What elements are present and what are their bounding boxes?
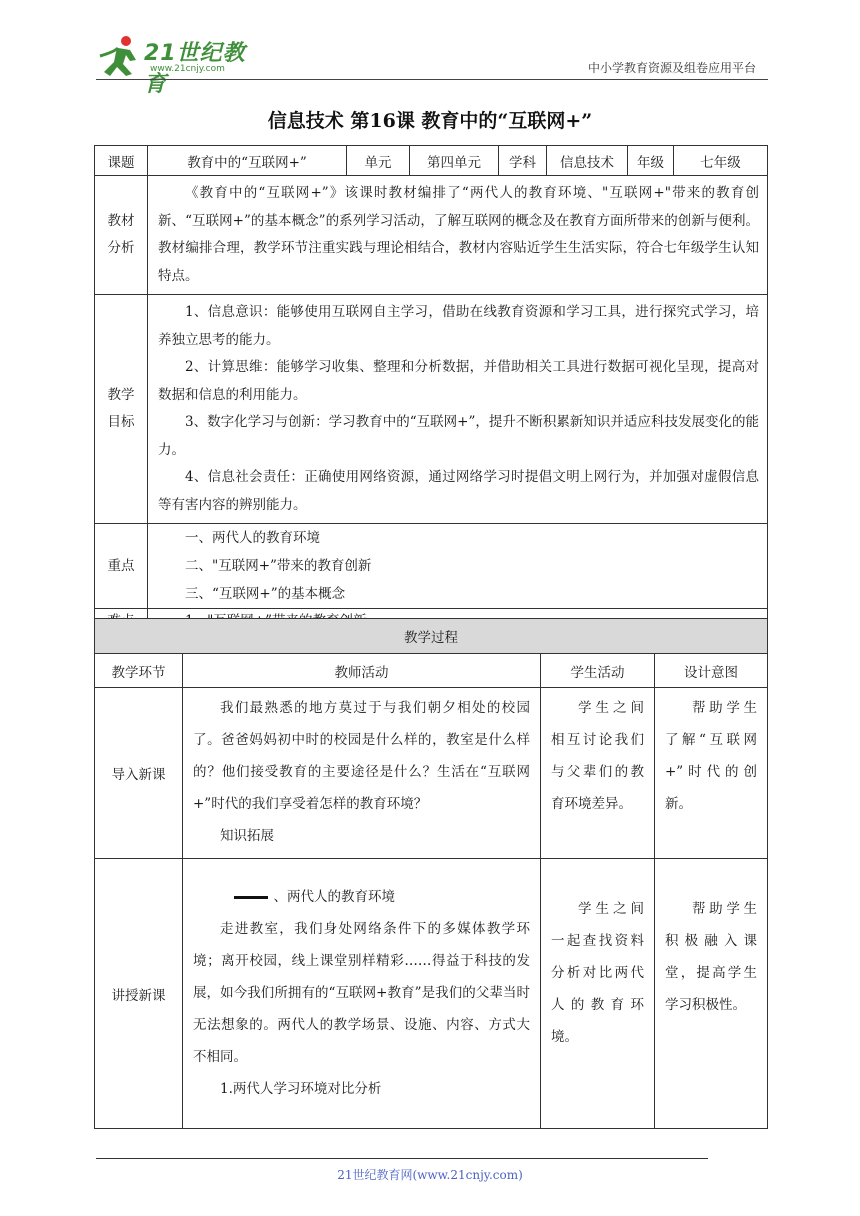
analysis-row (95, 176, 768, 295)
goal-item: 1、信息意识：能够使用互联网自主学习，借助在线教育资源和学习工具，进行探究式学习，培养独立思考的能力。 (158, 304, 759, 348)
col-design-header: 设计意图 (655, 654, 768, 688)
process-section-title: 教学过程 (95, 619, 768, 654)
teacher-activity-cell: 我们最熟悉的地方莫过于与我们朝夕相处的校园了。爸爸妈妈初中时的校园是什么样的，教室是什么样的？他们接受教育的主要途径是什么？生活在“互联网+”时代的我们享受着怎样的教育环境？ 知识拓展 (183, 688, 541, 859)
goals-label: 教学 目标 (95, 295, 148, 524)
page-header (0, 0, 860, 97)
grade-label: 年级 (628, 146, 674, 176)
site-logo[interactable] (96, 34, 266, 97)
col-stage-header: 教学环节 (95, 654, 183, 688)
goal-item: 3、数字化学习与创新：学习教育中的“互联网+”，提升不断积累新知识并适应科技发展变化的能力。 (158, 414, 759, 458)
subject-label: 学科 (499, 146, 547, 176)
section-heading: 、两代人的教育环境 (193, 881, 530, 913)
col-student-header: 学生活动 (541, 654, 655, 688)
student-activity-cell: 学生之间相互讨论我们与父辈们的教育环境差异。 (541, 688, 655, 859)
info-row (95, 146, 768, 176)
teacher-activity-cell: 、两代人的教育环境 走进教室，我们身处网络条件下的多媒体教学环境；离开校园，线上课堂别样精彩……得益于科技的发展，如今我们所拥有的“互联网+教育”是我们的父辈当时无法想象的。两代人的教学场景、设施、内容、方式大不相同。 1.两代人学习环境对比分析 (183, 859, 541, 1129)
numeral-one-mark (234, 896, 268, 899)
student-activity-cell: 学生之间一起查找资料分析对比两代人的教育环境。 (541, 859, 655, 1129)
stage-cell: 讲授新课 (95, 859, 183, 1129)
process-row-lecture (95, 859, 768, 1129)
keypoints-list (148, 524, 768, 609)
keypoint-item: 二、"互联网+”带来的教育创新 (185, 558, 372, 574)
goals-row (95, 295, 768, 524)
keypoint-item: 一、两代人的教育环境 (185, 530, 320, 546)
logo-text: 21世纪教育 (144, 41, 246, 97)
goals-list (148, 295, 768, 524)
design-intent-cell: 帮助学生了解“互联网+”时代的创新。 (655, 688, 768, 859)
keypoints-label: 重点 (95, 524, 148, 609)
header-divider (96, 79, 768, 80)
process-section-row (95, 619, 768, 654)
logo-url: www.21cnjy.com (150, 64, 225, 74)
analysis-text: 《教育中的“互联网+”》该课时教材编排了“两代人的教育环境、"互联网+"带来的教育创新、“互联网+”的基本概念”的系列学习活动，了解互联网的概念及在教育方面所带来的创新与便利。教材编排合理，教学环节注重实践与理论相结合，教材内容贴近学生生活实际，符合七年级学生认知特点。 (148, 176, 768, 295)
teaching-process-table (94, 618, 768, 1129)
design-intent-cell: 帮助学生积极融入课堂，提高学生学习积极性。 (655, 859, 768, 1129)
goal-item: 4、信息社会责任：正确使用网络资源，通过网络学习时提倡文明上网行为，并加强对虚假信息等有害内容的辨别能力。 (158, 469, 759, 513)
platform-name: 中小学教育资源及组卷应用平台 (587, 61, 756, 75)
runner-logo-icon (96, 34, 144, 78)
footer-divider (96, 1158, 708, 1159)
lesson-info-table (94, 145, 768, 633)
unit-label: 单元 (347, 146, 410, 176)
grade-value: 七年级 (674, 146, 768, 176)
stage-cell: 导入新课 (95, 688, 183, 859)
goal-item: 2、计算思维：能够学习收集、整理和分析数据，并借助相关工具进行数据可视化呈现，提高对数据和信息的利用能力。 (158, 359, 759, 403)
analysis-label: 教材 分析 (95, 176, 148, 295)
subject-value: 信息技术 (547, 146, 628, 176)
topic-label: 课题 (95, 146, 148, 176)
topic-value: 教育中的“互联网+” (148, 146, 347, 176)
keypoint-item: 三、“互联网+”的基本概念 (185, 586, 346, 602)
keypoints-row (95, 524, 768, 609)
process-header-row (95, 654, 768, 688)
process-row-intro (95, 688, 768, 859)
footer-link[interactable]: 21世纪教育网(www.21cnjy.com) (337, 1168, 523, 1182)
col-teacher-header: 教师活动 (183, 654, 541, 688)
page-title: 信息技术 第16课 教育中的“互联网+” (267, 110, 593, 132)
unit-value: 第四单元 (410, 146, 499, 176)
